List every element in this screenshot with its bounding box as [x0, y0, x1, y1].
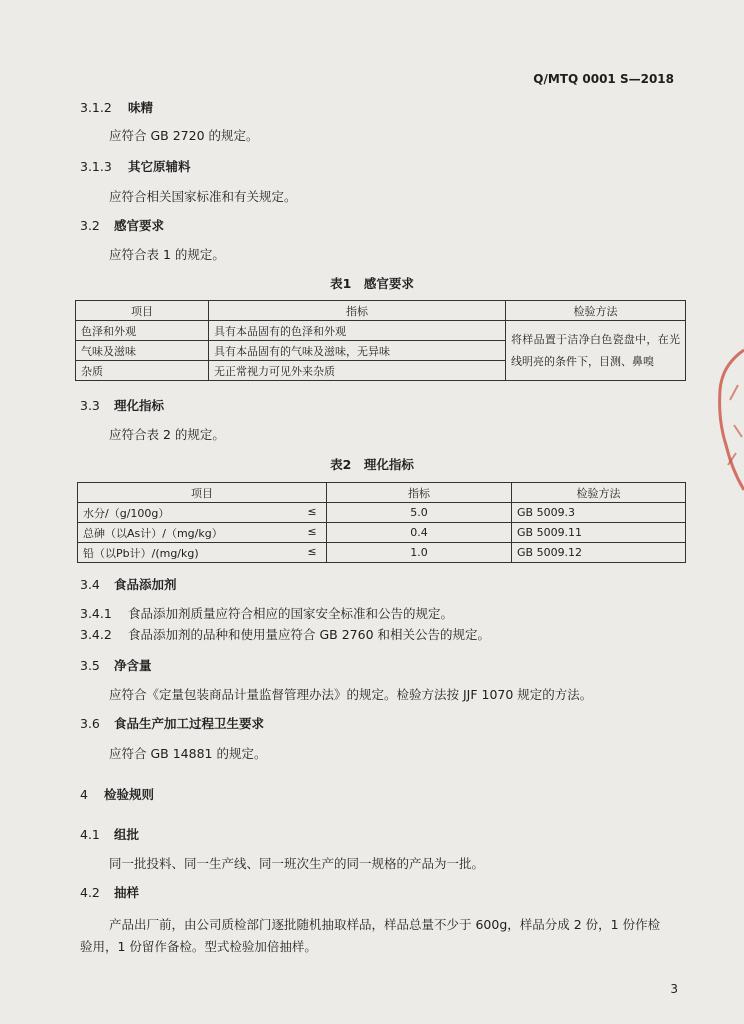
paragraph-3-1-2: 应符合 GB 2720 的规定。	[109, 128, 259, 143]
table1-header-spec: 指标	[209, 301, 506, 321]
paragraph-3-4-2	[80, 625, 490, 643]
section-number: 3.4.1	[80, 606, 112, 621]
section-number: 3.4.2	[80, 627, 112, 642]
table2-cell-method: GB 5009.3	[512, 503, 686, 523]
heading-3-1-3	[80, 157, 191, 175]
section-title: 味精	[128, 100, 154, 115]
sensory-table	[75, 300, 686, 381]
table2-cell-value: 1.0	[327, 543, 512, 563]
heading-3-5	[80, 656, 152, 674]
section-title: 食品生产加工过程卫生要求	[114, 716, 265, 731]
section-title: 食品添加剂	[114, 577, 177, 592]
section-title: 其它原辅料	[128, 159, 191, 174]
section-number: 3.1.3	[80, 159, 112, 174]
section-title: 感官要求	[114, 218, 165, 233]
section-number: 4.1	[80, 827, 100, 842]
table2-cell-operator: ≤	[307, 524, 317, 538]
heading-3-6	[80, 714, 264, 732]
paragraph-4-2-line2: 验用，1 份留作备检。型式检验加倍抽样。	[80, 939, 317, 954]
table-row	[78, 503, 686, 523]
paragraph-3-4-1	[80, 604, 453, 622]
paragraph-3-2: 应符合表 1 的规定。	[109, 247, 225, 262]
paragraph-3-5: 应符合《定量包装商品计量监督管理办法》的规定。检验方法按 JJF 1070 规定的方法。	[109, 687, 593, 702]
paragraph-4-2-line1: 产品出厂前，由公司质检部门逐批随机抽取样品，样品总量不少于 600g，样品分成 2 份，1 份作检	[109, 917, 661, 932]
section-text: 食品添加剂的品种和使用量应符合 GB 2760 和相关公告的规定。	[128, 627, 490, 642]
paragraph-4-1: 同一批投料、同一生产线、同一班次生产的同一规格的产品为一批。	[109, 856, 485, 871]
section-title: 检验规则	[104, 787, 155, 802]
page-number: 3	[670, 982, 678, 996]
section-number: 3.6	[80, 716, 100, 731]
table1-cell-method: 将样品置于洁净白色瓷盘中，在光线明亮的条件下，目测、鼻嗅	[506, 321, 686, 381]
heading-3-2	[80, 216, 164, 234]
table2-cell-method: GB 5009.12	[512, 543, 686, 563]
section-title: 净含量	[114, 658, 152, 673]
table2-cell-item: 铅（以Pb计）/(mg/kg)	[83, 546, 199, 560]
table2-cell-operator: ≤	[307, 544, 317, 558]
table2-cell-value: 0.4	[327, 523, 512, 543]
table2-cell-item: 总砷（以As计）/（mg/kg）	[83, 526, 223, 540]
table1-header-method: 检验方法	[506, 301, 686, 321]
table-row	[78, 543, 686, 563]
paragraph-3-3: 应符合表 2 的规定。	[109, 427, 225, 442]
heading-3-1-2	[80, 98, 153, 116]
table-row	[76, 321, 686, 341]
table2-header-value: 指标	[327, 483, 512, 503]
red-stamp-edge	[708, 345, 744, 495]
table2-cell-value: 5.0	[327, 503, 512, 523]
section-number: 3.3	[80, 398, 100, 413]
table2-cell-operator: ≤	[307, 504, 317, 518]
section-title: 抽样	[114, 885, 140, 900]
table-row	[78, 523, 686, 543]
section-number: 3.5	[80, 658, 100, 673]
section-text: 食品添加剂质量应符合相应的国家安全标准和公告的规定。	[128, 606, 454, 621]
table1-cell-item: 杂质	[76, 361, 209, 381]
paragraph-3-1-3: 应符合相关国家标准和有关规定。	[109, 189, 297, 204]
section-number: 4	[80, 787, 88, 802]
table2-cell-item: 水分/（g/100g）	[83, 506, 170, 520]
section-number: 3.4	[80, 577, 100, 592]
table2-header-item: 项目	[78, 483, 327, 503]
table2-header-method: 检验方法	[512, 483, 686, 503]
section-number: 3.1.2	[80, 100, 112, 115]
heading-4-1	[80, 825, 139, 843]
table1-cell-spec: 具有本品固有的色泽和外观	[209, 321, 506, 341]
physicochemical-table	[77, 482, 686, 563]
section-number: 3.2	[80, 218, 100, 233]
section-title: 理化指标	[114, 398, 165, 413]
standard-number: Q/MTQ 0001 S—2018	[533, 72, 674, 86]
paragraph-3-6: 应符合 GB 14881 的规定。	[109, 746, 267, 761]
heading-4	[80, 785, 154, 803]
table2-caption: 表2 理化指标	[330, 457, 414, 472]
table1-cell-item: 色泽和外观	[76, 321, 209, 341]
table1-cell-spec: 具有本品固有的气味及滋味，无异味	[209, 341, 506, 361]
heading-3-3	[80, 396, 164, 414]
table1-cell-item: 气味及滋味	[76, 341, 209, 361]
table1-cell-spec: 无正常视力可见外来杂质	[209, 361, 506, 381]
heading-3-4	[80, 575, 177, 593]
table2-cell-method: GB 5009.11	[512, 523, 686, 543]
section-number: 4.2	[80, 885, 100, 900]
table1-caption: 表1 感官要求	[330, 276, 414, 291]
heading-4-2	[80, 883, 139, 901]
section-title: 组批	[114, 827, 140, 842]
table1-header-item: 项目	[76, 301, 209, 321]
